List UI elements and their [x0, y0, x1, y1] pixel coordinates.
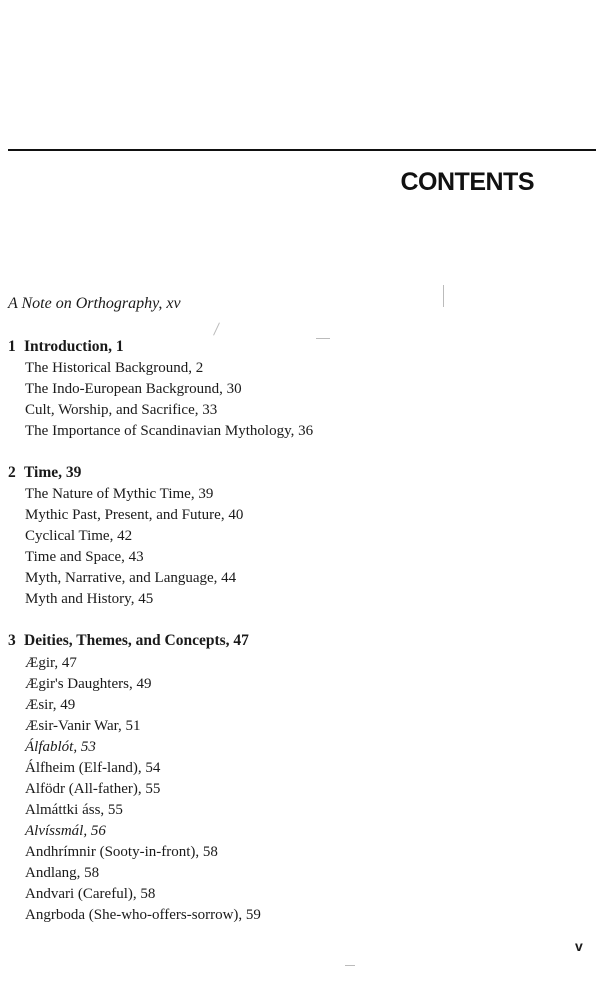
scan-mark [345, 965, 355, 966]
chapter-number: 3 [8, 632, 16, 649]
contents-heading: CONTENTS [400, 168, 534, 196]
chapter-number: 1 [8, 338, 16, 355]
toc-entry[interactable]: Andlang, 58 [25, 865, 100, 881]
toc-entry[interactable]: The Historical Background, 2 [25, 360, 204, 376]
toc-entry[interactable]: Álfheim (Elf-land), 54 [25, 760, 161, 776]
toc-entry[interactable]: Andhrímnir (Sooty-in-front), 58 [25, 844, 218, 860]
toc-entry[interactable]: Æsir, 49 [25, 697, 76, 713]
toc-entry[interactable]: Cyclical Time, 42 [25, 528, 133, 544]
toc-entry[interactable]: Mythic Past, Present, and Future, 40 [25, 507, 244, 523]
toc-entry[interactable]: Almáttki áss, 55 [25, 802, 123, 818]
chapter-1-heading[interactable] [8, 338, 124, 356]
toc-entry[interactable]: Álfablót, 53 [25, 739, 96, 755]
toc-entry[interactable]: Andvari (Careful), 58 [25, 886, 156, 902]
toc-entry[interactable]: Cult, Worship, and Sacrifice, 33 [25, 402, 218, 418]
toc-entry[interactable]: Myth, Narrative, and Language, 44 [25, 570, 237, 586]
chapter-title: Introduction, 1 [24, 338, 124, 355]
toc-entry[interactable]: Ægir's Daughters, 49 [25, 676, 152, 692]
toc-entry[interactable]: Æsir-Vanir War, 51 [25, 718, 141, 734]
toc-entry[interactable]: Ægir, 47 [25, 655, 77, 671]
toc-entry[interactable]: The Nature of Mythic Time, 39 [25, 486, 214, 502]
chapter-number: 2 [8, 464, 16, 481]
chapter-title: Time, 39 [24, 464, 82, 481]
toc-entry[interactable]: Myth and History, 45 [25, 591, 154, 607]
toc-entry[interactable]: The Indo-European Background, 30 [25, 381, 242, 397]
chapter-2-heading[interactable] [8, 464, 81, 482]
toc-entry[interactable]: Angrboda (She-who-offers-sorrow), 59 [25, 907, 261, 923]
scan-mark [443, 285, 444, 307]
toc-entry[interactable]: The Importance of Scandinavian Mythology, 36 [25, 423, 314, 439]
scan-mark [316, 338, 330, 339]
toc-entry[interactable]: Alfödr (All-father), 55 [25, 781, 161, 797]
chapter-title: Deities, Themes, and Concepts, 47 [24, 632, 249, 649]
orthography-note: A Note on Orthography, xv [8, 295, 181, 312]
toc-entry[interactable]: Time and Space, 43 [25, 549, 144, 565]
top-rule [8, 149, 596, 151]
toc-entry[interactable]: Alvíssmál, 56 [25, 823, 106, 839]
chapter-3-heading[interactable] [8, 632, 249, 650]
page-folio: v [575, 938, 583, 954]
scan-mark [213, 322, 220, 335]
